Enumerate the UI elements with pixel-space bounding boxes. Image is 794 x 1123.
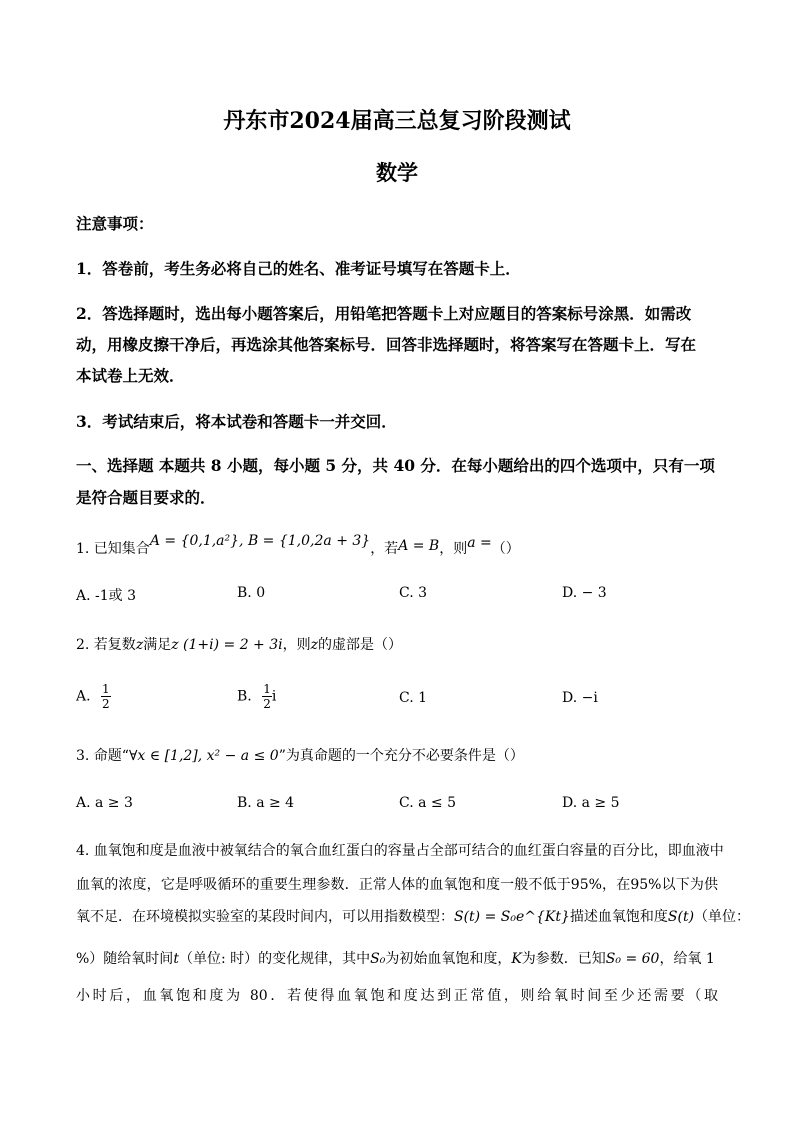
q2-option-b-fraction bbox=[262, 682, 272, 711]
q2-suffix: 的虚部是（） bbox=[318, 637, 403, 653]
q3-option-b: B. a ≥ 4 bbox=[237, 795, 295, 811]
q2-var2: z bbox=[310, 637, 319, 653]
q2-option-a-label: A. bbox=[76, 688, 91, 705]
q4-model-formula: S(t) = S₀e^{Kt} bbox=[454, 909, 570, 925]
section-1-line-2: 是符合题目要求的． bbox=[76, 488, 216, 507]
q4-line-4-e: ，给氧 1 bbox=[659, 951, 715, 967]
q1-prefix: 1. 已知集合 bbox=[76, 541, 150, 557]
q4-line-4 bbox=[76, 948, 715, 968]
notice-item-2-line-2: 动，用橡皮擦干净后，再选涂其他答案标号．回答非选择题时，将答案写在答题卡上．写在 bbox=[76, 335, 697, 354]
notice-item-2-line-1: 2．答选择题时，选出每小题答案后，用铅笔把答题卡上对应题目的答案标号涂黑．如需改 bbox=[76, 304, 692, 323]
notice-heading: 注意事项： bbox=[76, 214, 154, 233]
q4-k-var: K bbox=[511, 951, 522, 967]
q4-line-4-a: %）随给氧时间 bbox=[76, 951, 174, 967]
q4-s0-var: S₀ bbox=[370, 951, 386, 967]
q4-s-of-t: S(t) bbox=[667, 909, 695, 925]
q3-prefix: 3. 命题“ bbox=[76, 748, 129, 764]
q4-line-3-a: 氧不足．在环境模拟实验室的某段时间内，可以用指数模型： bbox=[76, 909, 454, 925]
q4-line-1: 4. 血氧饱和度是血液中被氧结合的氧合血红蛋白的容量占全部可结合的血红蛋白容量的百分比，即血液中 bbox=[76, 843, 724, 859]
q2-option-d: D. −i bbox=[562, 690, 598, 706]
q3-option-d: D. a ≥ 5 bbox=[562, 795, 620, 811]
q1-option-a: A. -1或 3 bbox=[76, 588, 137, 604]
q2-mid: 满足 bbox=[143, 637, 172, 653]
q4-t-var: t bbox=[173, 951, 179, 967]
q4-line-3-c: （单位： bbox=[694, 909, 751, 925]
q1-ask: a = bbox=[467, 535, 492, 551]
q3-option-c: C. a ≤ 5 bbox=[399, 795, 456, 811]
q4-line-3-b: 描述血氧饱和度 bbox=[569, 909, 668, 925]
q4-line-5: 小时后，血氧饱和度为 80．若使得血氧饱和度达到正常值，则给氧时间至少还需要（取 bbox=[76, 988, 718, 1004]
q2-b-numerator: 1 bbox=[263, 682, 271, 696]
q1-mid2: ，则 bbox=[439, 541, 468, 557]
q2-prefix: 2. 若复数 bbox=[76, 637, 136, 653]
q2-a-denominator: 2 bbox=[102, 697, 110, 711]
q2-b-imag-unit: i bbox=[271, 688, 277, 705]
section-1-line-1: 一、选择题 本题共 8 小题，每小题 5 分，共 40 分．在每小题给出的四个选项中，只有一项 bbox=[76, 456, 715, 475]
q2-option-b bbox=[237, 682, 276, 711]
q4-line-2: 血氧的浓度，它是呼吸循环的重要生理参数．正常人体的血氧饱和度一般不低于95%，在95%以下为供 bbox=[76, 877, 718, 893]
q2-option-b-label: B. bbox=[237, 688, 252, 705]
q4-line-4-d: 为参数．已知 bbox=[521, 951, 606, 967]
q1-suffix: （） bbox=[491, 541, 520, 557]
subject-title: 数学 bbox=[376, 160, 418, 185]
q4-line-4-b: （单位: 时）的变化规律，其中 bbox=[178, 951, 371, 967]
question-2 bbox=[76, 634, 402, 654]
q1-option-c: C. 3 bbox=[399, 585, 428, 601]
q3-expression: ∀x ∈ [1,2], x² − a ≤ 0 bbox=[128, 748, 279, 764]
q3-option-a: A. a ≥ 3 bbox=[76, 795, 133, 811]
notice-item-3: 3．考试结束后，将本试卷和答题卡一并交回． bbox=[76, 412, 397, 431]
q1-option-b: B. 0 bbox=[237, 585, 266, 601]
q4-line-3 bbox=[76, 906, 750, 926]
q2-var: z bbox=[135, 637, 144, 653]
notice-item-1: 1．答卷前，考生务必将自己的姓名、准考证号填写在答题卡上． bbox=[76, 259, 521, 278]
q1-mid: ，若 bbox=[370, 541, 399, 557]
q2-equation: z (1+i) = 2 + 3i bbox=[171, 637, 283, 653]
q1-condition: A = B bbox=[398, 538, 440, 554]
q2-mid2: ，则 bbox=[282, 637, 311, 653]
q2-b-denominator: 2 bbox=[263, 697, 271, 711]
q4-s0-value: S₀ = 60 bbox=[605, 951, 660, 967]
q1-option-d: D. − 3 bbox=[562, 585, 607, 601]
q2-option-a-fraction bbox=[101, 682, 111, 711]
q2-option-c: C. 1 bbox=[399, 690, 428, 706]
q2-option-a bbox=[76, 682, 111, 711]
question-3 bbox=[76, 745, 524, 765]
q1-sets: A = {0,1,a²}, B = {1,0,2a + 3} bbox=[149, 533, 371, 549]
q4-line-4-c: 为初始血氧饱和度， bbox=[385, 951, 512, 967]
question-1 bbox=[76, 533, 520, 558]
exam-title: 丹东市2024届高三总复习阶段测试 bbox=[223, 108, 571, 134]
q2-a-numerator: 1 bbox=[102, 682, 110, 696]
q3-suffix: ”为真命题的一个充分不必要条件是（） bbox=[278, 748, 524, 764]
notice-item-2-line-3: 本试卷上无效． bbox=[76, 366, 185, 385]
